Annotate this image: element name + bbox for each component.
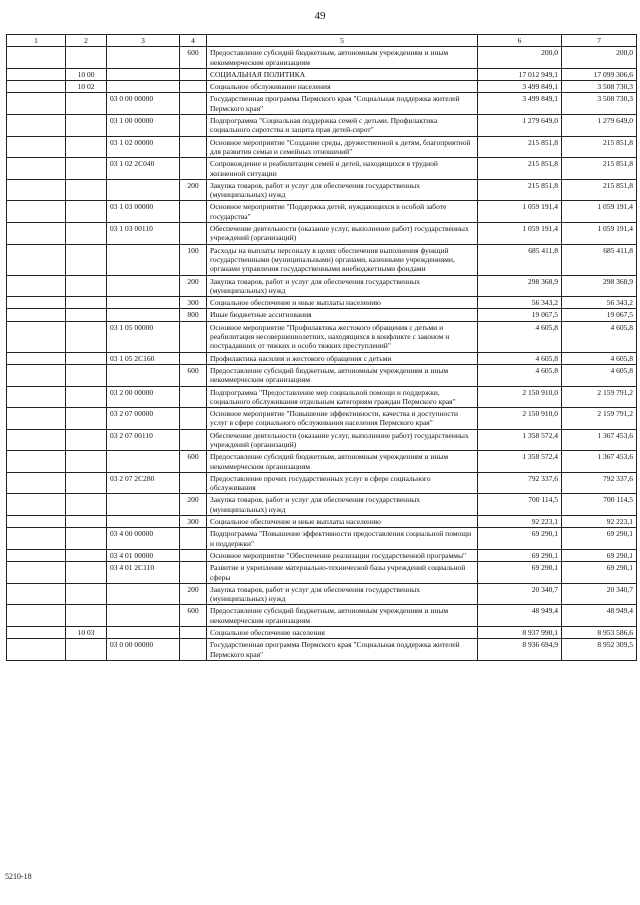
- table-row: [7, 386, 637, 408]
- cell-description: Государственная программа Пермского края "Социальная поддержка жителей Пермского края": [207, 639, 478, 661]
- cell-target-article: 03 0 00 00000: [107, 639, 180, 661]
- cell-amount-year1: 215 851,8: [478, 158, 562, 180]
- cell-target-article: [107, 297, 180, 309]
- cell-admin: [7, 528, 66, 550]
- cell-amount-year1: 1 279 649,0: [478, 115, 562, 137]
- cell-admin: [7, 201, 66, 223]
- table-row: [7, 321, 637, 352]
- table-row: [7, 201, 637, 223]
- cell-section: [66, 352, 107, 364]
- cell-section: [66, 115, 107, 137]
- cell-section: [66, 93, 107, 115]
- table-row: [7, 639, 637, 661]
- cell-amount-year2: 69 290,1: [562, 562, 637, 584]
- cell-target-article: 03 0 00 00000: [107, 93, 180, 115]
- cell-admin: [7, 68, 66, 80]
- cell-amount-year1: 685 411,8: [478, 244, 562, 275]
- table-row: [7, 562, 637, 584]
- cell-amount-year1: 19 067,5: [478, 309, 562, 321]
- cell-section: [66, 364, 107, 386]
- cell-amount-year2: 56 343,2: [562, 297, 637, 309]
- cell-section: [66, 549, 107, 561]
- cell-amount-year1: 69 290,1: [478, 562, 562, 584]
- cell-description: СОЦИАЛЬНАЯ ПОЛИТИКА: [207, 68, 478, 80]
- cell-section: [66, 47, 107, 69]
- cell-description: Основное мероприятие "Повышение эффективности, качества и доступности услуг в сфере социального обслуживания населения Пермского края": [207, 408, 478, 430]
- cell-expense-type: 600: [180, 364, 207, 386]
- cell-target-article: [107, 516, 180, 528]
- cell-amount-year2: 69 290,1: [562, 549, 637, 561]
- cell-expense-type: [180, 115, 207, 137]
- table-row: [7, 297, 637, 309]
- table-row: [7, 605, 637, 627]
- cell-expense-type: 600: [180, 605, 207, 627]
- cell-description: Подпрограмма "Предоставление мер социальной помощи и поддержки, социального обслуживания отдельным категориям граждан Пермского края": [207, 386, 478, 408]
- cell-description: Предоставление субсидий бюджетным, автономным учреждениям и иным некоммерческим организациям: [207, 605, 478, 627]
- cell-amount-year1: 298 368,9: [478, 275, 562, 297]
- cell-admin: [7, 321, 66, 352]
- cell-admin: [7, 223, 66, 245]
- cell-target-article: 03 1 05 2С160: [107, 352, 180, 364]
- table-row: [7, 136, 637, 158]
- cell-amount-year2: 1 279 649,0: [562, 115, 637, 137]
- cell-amount-year2: 4 605,8: [562, 352, 637, 364]
- cell-section: 10 00: [66, 68, 107, 80]
- cell-section: [66, 583, 107, 605]
- cell-description: Предоставление субсидий бюджетным, автономным учреждениям и иным некоммерческим организациям: [207, 451, 478, 473]
- cell-amount-year2: 20 340,7: [562, 583, 637, 605]
- cell-amount-year2: 215 851,8: [562, 136, 637, 158]
- cell-amount-year1: 8 937 990,1: [478, 627, 562, 639]
- cell-description: Закупка товаров, работ и услуг для обеспечения государственных (муниципальных) нужд: [207, 494, 478, 516]
- cell-amount-year1: 4 605,8: [478, 364, 562, 386]
- cell-target-article: 03 4 01 2С110: [107, 562, 180, 584]
- cell-admin: [7, 115, 66, 137]
- cell-amount-year2: 1 367 453,6: [562, 451, 637, 473]
- cell-expense-type: [180, 408, 207, 430]
- cell-description: Обеспечение деятельности (оказание услуг, выполнение работ) государственных учреждений (организаций): [207, 223, 478, 245]
- table-row: [7, 429, 637, 451]
- cell-target-article: 03 4 01 00000: [107, 549, 180, 561]
- cell-description: Сопровождение и реабилитация семей и детей, находящихся в трудной жизненной ситуации: [207, 158, 478, 180]
- table-row: [7, 68, 637, 80]
- cell-admin: [7, 583, 66, 605]
- page-number: 49: [314, 10, 326, 22]
- cell-section: [66, 179, 107, 201]
- table-row: [7, 93, 637, 115]
- cell-amount-year2: 298 368,9: [562, 275, 637, 297]
- cell-expense-type: [180, 81, 207, 93]
- cell-expense-type: 300: [180, 297, 207, 309]
- cell-section: [66, 158, 107, 180]
- cell-description: Закупка товаров, работ и услуг для обеспечения государственных (муниципальных) нужд: [207, 275, 478, 297]
- cell-amount-year1: 700 114,5: [478, 494, 562, 516]
- cell-target-article: [107, 494, 180, 516]
- cell-expense-type: [180, 472, 207, 494]
- cell-amount-year1: 4 605,8: [478, 321, 562, 352]
- cell-amount-year1: 3 499 849,1: [478, 81, 562, 93]
- cell-section: [66, 451, 107, 473]
- cell-target-article: 03 2 07 00110: [107, 429, 180, 451]
- cell-description: Социальное обеспечение населения: [207, 627, 478, 639]
- cell-description: Предоставление прочих государственных услуг в сфере социального обслуживания: [207, 472, 478, 494]
- cell-section: [66, 309, 107, 321]
- table-row: [7, 352, 637, 364]
- cell-target-article: [107, 68, 180, 80]
- cell-admin: [7, 47, 66, 69]
- table-row: [7, 583, 637, 605]
- cell-target-article: 03 1 03 00110: [107, 223, 180, 245]
- cell-amount-year2: 700 114,5: [562, 494, 637, 516]
- cell-amount-year1: 69 290,1: [478, 549, 562, 561]
- cell-target-article: [107, 179, 180, 201]
- cell-description: Закупка товаров, работ и услуг для обеспечения государственных (муниципальных) нужд: [207, 179, 478, 201]
- cell-amount-year2: 8 952 309,5: [562, 639, 637, 661]
- cell-section: [66, 386, 107, 408]
- cell-expense-type: 100: [180, 244, 207, 275]
- cell-description: Государственная программа Пермского края "Социальная поддержка жителей Пермского края": [207, 93, 478, 115]
- cell-section: [66, 321, 107, 352]
- table-body: [7, 47, 637, 661]
- cell-target-article: [107, 451, 180, 473]
- cell-description: Закупка товаров, работ и услуг для обеспечения государственных (муниципальных) нужд: [207, 583, 478, 605]
- cell-description: Расходы на выплаты персоналу в целях обеспечения выполнения функций государственными (муниципальными) органами, казенными учреждениями, органами управления государственными внебюджетными фондами: [207, 244, 478, 275]
- cell-admin: [7, 605, 66, 627]
- cell-amount-year2: 1 059 191,4: [562, 223, 637, 245]
- cell-admin: [7, 494, 66, 516]
- cell-admin: [7, 516, 66, 528]
- cell-target-article: [107, 364, 180, 386]
- cell-expense-type: 800: [180, 309, 207, 321]
- cell-amount-year1: 69 290,1: [478, 528, 562, 550]
- cell-target-article: [107, 81, 180, 93]
- cell-amount-year2: 69 290,1: [562, 528, 637, 550]
- table-row: [7, 275, 637, 297]
- cell-target-article: [107, 627, 180, 639]
- cell-amount-year2: 215 851,8: [562, 179, 637, 201]
- cell-amount-year1: 48 949,4: [478, 605, 562, 627]
- cell-admin: [7, 93, 66, 115]
- cell-amount-year1: 4 605,8: [478, 352, 562, 364]
- cell-section: [66, 136, 107, 158]
- cell-expense-type: 200: [180, 179, 207, 201]
- cell-expense-type: 200: [180, 583, 207, 605]
- table-row: [7, 549, 637, 561]
- cell-target-article: 03 2 07 00000: [107, 408, 180, 430]
- cell-amount-year1: 215 851,8: [478, 136, 562, 158]
- cell-description: Профилактика насилия и жестокого обращения с детьми: [207, 352, 478, 364]
- cell-expense-type: [180, 352, 207, 364]
- cell-description: Социальное обеспечение и иные выплаты населению: [207, 297, 478, 309]
- cell-amount-year2: 200,0: [562, 47, 637, 69]
- table-row: [7, 244, 637, 275]
- cell-expense-type: [180, 136, 207, 158]
- cell-target-article: [107, 605, 180, 627]
- table-row: [7, 179, 637, 201]
- cell-description: Основное мероприятие "Обеспечение реализации государственной программы": [207, 549, 478, 561]
- cell-expense-type: [180, 93, 207, 115]
- cell-expense-type: [180, 201, 207, 223]
- cell-description: Обеспечение деятельности (оказание услуг, выполнение работ) государственных учреждений (организаций): [207, 429, 478, 451]
- cell-admin: [7, 386, 66, 408]
- cell-admin: [7, 364, 66, 386]
- cell-section: 10 03: [66, 627, 107, 639]
- cell-amount-year2: 2 159 791,2: [562, 408, 637, 430]
- cell-target-article: [107, 583, 180, 605]
- cell-admin: [7, 451, 66, 473]
- cell-admin: [7, 408, 66, 430]
- cell-admin: [7, 309, 66, 321]
- cell-target-article: 03 1 05 00000: [107, 321, 180, 352]
- cell-section: [66, 639, 107, 661]
- cell-amount-year1: 17 012 949,1: [478, 68, 562, 80]
- cell-expense-type: [180, 321, 207, 352]
- cell-description: Основное мероприятие "Профилактика жестокого обращения с детьми и реабилитация несовершеннолетних, находящихся в конфликте с законом и пострадавших от тяжких и особо тяжких преступлений": [207, 321, 478, 352]
- cell-section: [66, 562, 107, 584]
- cell-target-article: [107, 275, 180, 297]
- cell-admin: [7, 549, 66, 561]
- cell-section: [66, 494, 107, 516]
- table-row: [7, 516, 637, 528]
- cell-amount-year1: 1 059 191,4: [478, 223, 562, 245]
- table-row: [7, 81, 637, 93]
- cell-expense-type: 600: [180, 451, 207, 473]
- footer-code: 5210-18: [5, 872, 32, 881]
- cell-expense-type: 200: [180, 275, 207, 297]
- cell-expense-type: [180, 639, 207, 661]
- cell-admin: [7, 562, 66, 584]
- cell-section: [66, 429, 107, 451]
- cell-description: Основное мероприятие "Поддержка детей, нуждающихся в особой заботе государства": [207, 201, 478, 223]
- cell-description: Социальное обеспечение и иные выплаты населению: [207, 516, 478, 528]
- cell-target-article: [107, 244, 180, 275]
- cell-expense-type: [180, 158, 207, 180]
- cell-target-article: 03 1 02 2С040: [107, 158, 180, 180]
- cell-amount-year1: 92 223,1: [478, 516, 562, 528]
- cell-amount-year2: 19 067,5: [562, 309, 637, 321]
- cell-admin: [7, 179, 66, 201]
- cell-amount-year1: 1 059 191,4: [478, 201, 562, 223]
- table-row: [7, 47, 637, 69]
- cell-description: Иные бюджетные ассигнования: [207, 309, 478, 321]
- cell-section: [66, 516, 107, 528]
- cell-amount-year2: 1 367 453,6: [562, 429, 637, 451]
- table-row: [7, 472, 637, 494]
- cell-target-article: 03 4 00 00000: [107, 528, 180, 550]
- cell-target-article: 03 1 03 00000: [107, 201, 180, 223]
- cell-description: Социальное обслуживание населения: [207, 81, 478, 93]
- cell-description: Основное мероприятие "Создание среды, дружественной к детям, благоприятной для развития семьи и семейных отношений": [207, 136, 478, 158]
- column-header: 4: [180, 35, 207, 47]
- cell-amount-year1: 215 851,8: [478, 179, 562, 201]
- cell-section: [66, 201, 107, 223]
- cell-admin: [7, 429, 66, 451]
- cell-admin: [7, 639, 66, 661]
- table-row: [7, 309, 637, 321]
- table-row: [7, 364, 637, 386]
- cell-target-article: 03 2 07 2С280: [107, 472, 180, 494]
- cell-amount-year2: 8 953 586,6: [562, 627, 637, 639]
- cell-amount-year1: 792 337,6: [478, 472, 562, 494]
- cell-target-article: 03 2 00 00000: [107, 386, 180, 408]
- cell-admin: [7, 352, 66, 364]
- cell-expense-type: 200: [180, 494, 207, 516]
- cell-section: 10 02: [66, 81, 107, 93]
- cell-amount-year2: 17 099 306,6: [562, 68, 637, 80]
- cell-amount-year2: 3 508 730,3: [562, 81, 637, 93]
- column-header: 3: [107, 35, 180, 47]
- cell-amount-year2: 92 223,1: [562, 516, 637, 528]
- cell-amount-year1: 1 358 572,4: [478, 429, 562, 451]
- cell-expense-type: [180, 528, 207, 550]
- cell-section: [66, 297, 107, 309]
- cell-target-article: 03 1 02 00000: [107, 136, 180, 158]
- cell-section: [66, 223, 107, 245]
- cell-expense-type: [180, 386, 207, 408]
- cell-expense-type: 300: [180, 516, 207, 528]
- cell-amount-year1: 200,0: [478, 47, 562, 69]
- cell-description: Предоставление субсидий бюджетным, автономным учреждениям и иным некоммерческим организациям: [207, 364, 478, 386]
- cell-expense-type: [180, 68, 207, 80]
- cell-amount-year1: 3 499 849,1: [478, 93, 562, 115]
- cell-description: Развитие и укрепление материально-технической базы учреждений социальной сферы: [207, 562, 478, 584]
- cell-section: [66, 408, 107, 430]
- column-header: 2: [66, 35, 107, 47]
- table-row: [7, 115, 637, 137]
- table-row: [7, 494, 637, 516]
- cell-amount-year2: 215 851,8: [562, 158, 637, 180]
- cell-target-article: [107, 47, 180, 69]
- cell-amount-year1: 2 150 910,0: [478, 386, 562, 408]
- cell-expense-type: [180, 627, 207, 639]
- cell-amount-year2: 2 159 791,2: [562, 386, 637, 408]
- cell-amount-year1: 1 358 572,4: [478, 451, 562, 473]
- table-row: [7, 528, 637, 550]
- cell-description: Подпрограмма "Социальная поддержка семей с детьми. Профилактика социального сиротства и защита прав детей-сирот": [207, 115, 478, 137]
- cell-admin: [7, 297, 66, 309]
- cell-expense-type: [180, 223, 207, 245]
- column-header: 5: [207, 35, 478, 47]
- column-header: 1: [7, 35, 66, 47]
- cell-section: [66, 244, 107, 275]
- cell-expense-type: [180, 549, 207, 561]
- cell-expense-type: 600: [180, 47, 207, 69]
- cell-admin: [7, 136, 66, 158]
- cell-amount-year1: 20 340,7: [478, 583, 562, 605]
- cell-description: Подпрограмма "Повышение эффективности предоставления социальной помощи и поддержки": [207, 528, 478, 550]
- cell-amount-year1: 8 936 694,9: [478, 639, 562, 661]
- table-row: [7, 223, 637, 245]
- cell-target-article: [107, 309, 180, 321]
- cell-admin: [7, 275, 66, 297]
- cell-amount-year1: 2 150 910,0: [478, 408, 562, 430]
- table-row: [7, 158, 637, 180]
- cell-amount-year2: 4 605,8: [562, 364, 637, 386]
- cell-amount-year2: 685 411,8: [562, 244, 637, 275]
- cell-amount-year2: 48 949,4: [562, 605, 637, 627]
- cell-amount-year2: 3 508 730,3: [562, 93, 637, 115]
- table-row: [7, 451, 637, 473]
- budget-table: [6, 34, 637, 661]
- cell-section: [66, 472, 107, 494]
- cell-amount-year1: 56 343,2: [478, 297, 562, 309]
- cell-description: Предоставление субсидий бюджетным, автономным учреждениям и иным некоммерческим организациям: [207, 47, 478, 69]
- cell-target-article: 03 1 00 00000: [107, 115, 180, 137]
- cell-amount-year2: 792 337,6: [562, 472, 637, 494]
- cell-expense-type: [180, 562, 207, 584]
- cell-admin: [7, 244, 66, 275]
- cell-section: [66, 528, 107, 550]
- column-header: 7: [562, 35, 637, 47]
- table-row: [7, 627, 637, 639]
- table-row: [7, 408, 637, 430]
- cell-admin: [7, 158, 66, 180]
- cell-section: [66, 605, 107, 627]
- cell-expense-type: [180, 429, 207, 451]
- header-row: [7, 35, 637, 47]
- cell-amount-year2: 1 059 191,4: [562, 201, 637, 223]
- cell-admin: [7, 81, 66, 93]
- cell-amount-year2: 4 605,8: [562, 321, 637, 352]
- cell-admin: [7, 627, 66, 639]
- column-header: 6: [478, 35, 562, 47]
- cell-section: [66, 275, 107, 297]
- cell-admin: [7, 472, 66, 494]
